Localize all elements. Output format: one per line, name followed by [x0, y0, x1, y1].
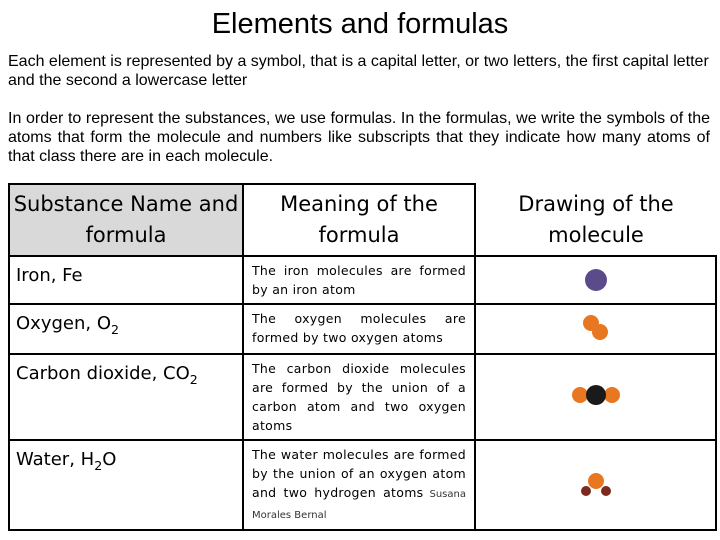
subscript: 2	[94, 458, 103, 473]
page-title: Elements and formulas	[211, 8, 509, 40]
formula-meaning	[243, 440, 475, 530]
table-row	[9, 304, 716, 354]
molecule-drawing	[475, 304, 716, 354]
meaning-text: The water molecules are formed by the union of an oxygen atom and two hydrogen atoms	[252, 447, 466, 500]
formula-meaning: The carbon dioxide molecules are formed by the union of a carbon atom and two oxygen atoms	[243, 354, 475, 440]
oxygen-molecule-icon	[566, 311, 626, 347]
header-substance: Substance Name and formula	[9, 184, 243, 256]
carbon-dioxide-molecule-icon	[556, 377, 636, 417]
substances-table-container	[8, 183, 710, 535]
header-drawing: Drawing of the molecule	[475, 184, 716, 256]
molecule-drawing	[475, 354, 716, 440]
substance-name	[9, 304, 243, 354]
substance-name	[9, 354, 243, 440]
molecule-drawing	[475, 440, 716, 530]
author-credit: Susana Morales Bernal	[252, 489, 466, 521]
table-row	[9, 440, 716, 530]
formula-meaning: The iron molecules are formed by an iron atom	[243, 256, 475, 304]
table-row	[9, 354, 716, 440]
substance-name-text: Water, H	[16, 449, 95, 470]
subscript: 2	[111, 322, 120, 337]
formula-meaning: The oxygen molecules are formed by two oxygen atoms	[243, 304, 475, 354]
table-header-row	[9, 184, 716, 256]
substance-name-text: Iron, Fe	[16, 265, 83, 286]
header-meaning: Meaning of the formula	[243, 184, 475, 256]
intro-paragraph: Each element is represented by a symbol, that is a capital letter, or two letters, the first capital letter and the second a lowercase letter	[8, 53, 709, 89]
table-row	[9, 256, 716, 304]
water-molecule-icon	[566, 465, 626, 505]
formulas-paragraph: In order to represent the substances, we use formulas. In the formulas, we write the symbols of the atoms that form the molecule and numbers like subscripts that they indicate how many atoms of that class there are in each molecule.	[8, 110, 710, 165]
substance-name	[9, 440, 243, 530]
iron-atom-icon	[566, 265, 626, 295]
substance-name	[9, 256, 243, 304]
substance-name-tail: O	[102, 449, 117, 470]
substances-table	[8, 183, 717, 531]
subscript: 2	[189, 372, 198, 387]
molecule-drawing	[475, 256, 716, 304]
substance-name-text: Carbon dioxide, CO	[16, 363, 190, 384]
substance-name-text: Oxygen, O	[16, 313, 111, 334]
